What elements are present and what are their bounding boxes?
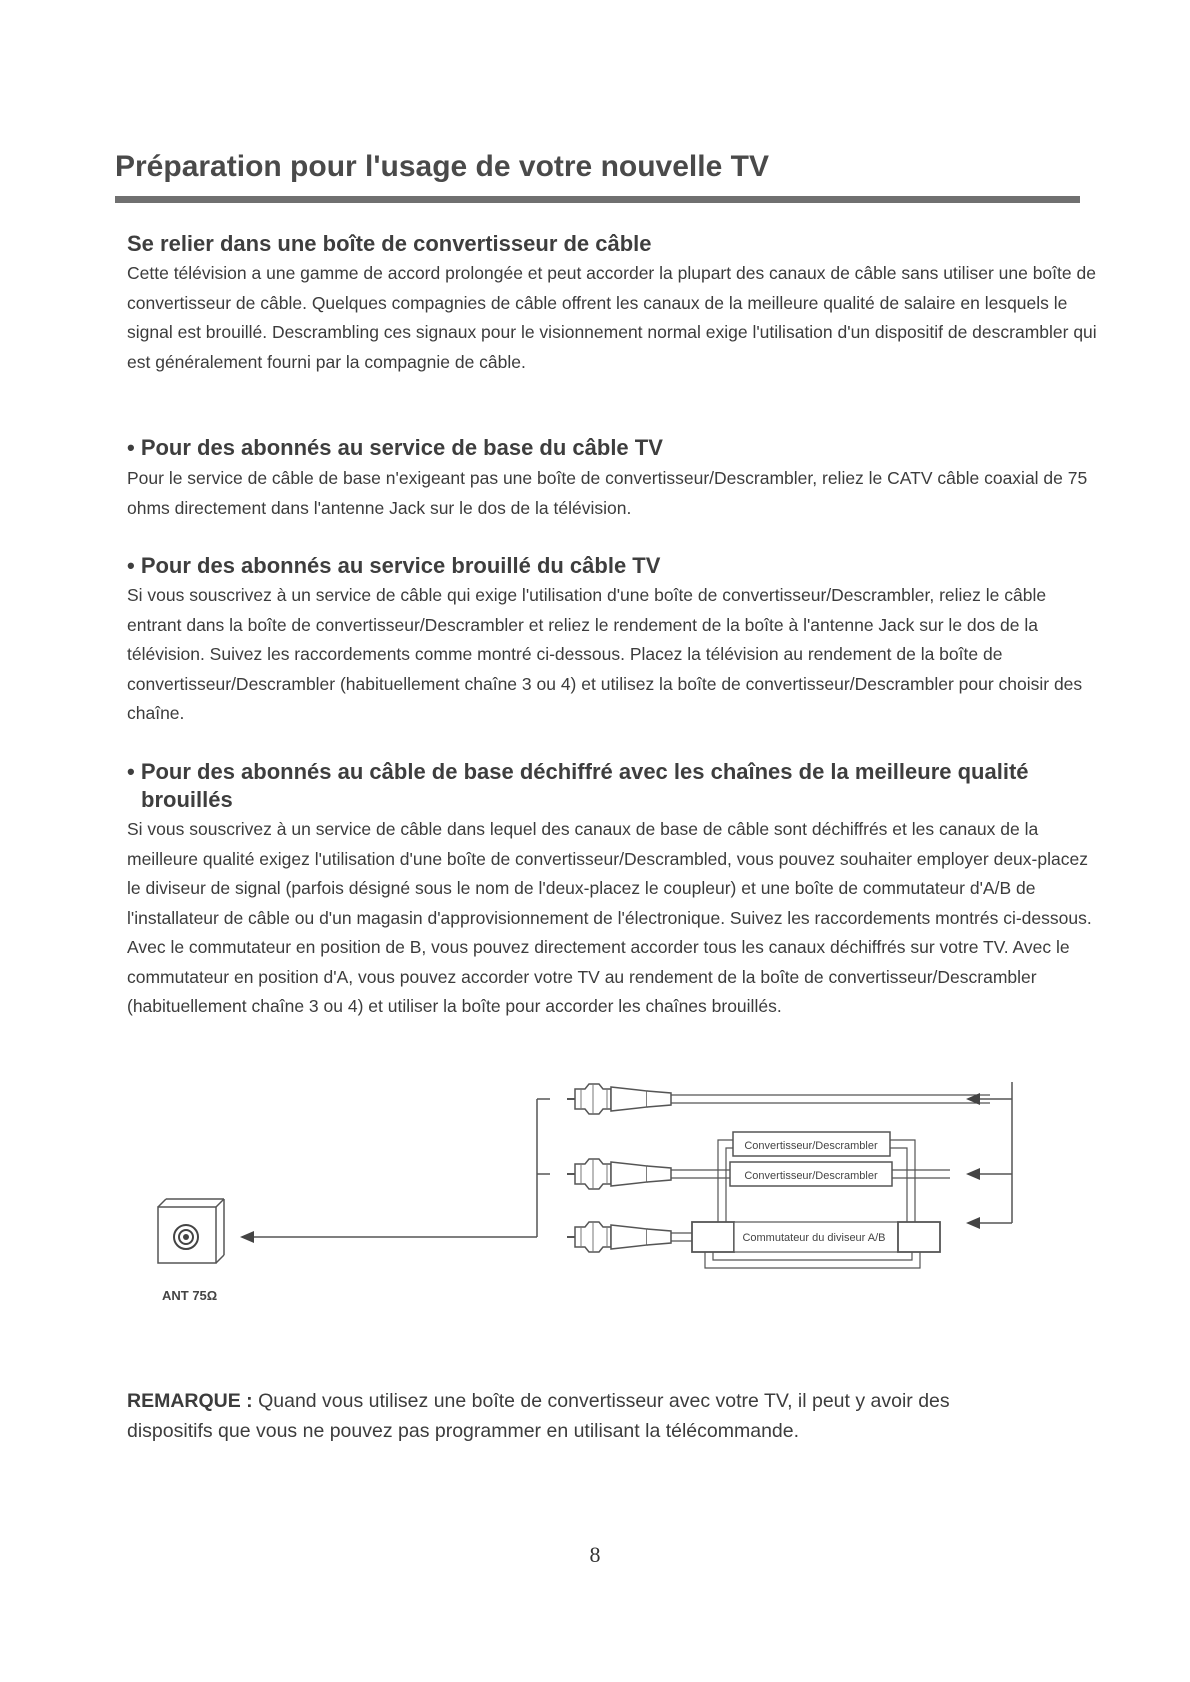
note-text: Quand vous utilisez une boîte de convertisseur avec votre TV, il peut y avoir des dispositifs que vous ne pouvez pas programmer en utilisant la télécommande. bbox=[127, 1390, 950, 1442]
descrambler-box-2-label: Convertisseur/Descrambler bbox=[744, 1140, 878, 1152]
section-text-basic-cable: Pour le service de câble de base n'exigeant pas une boîte de convertisseur/Descrambler, reliez le CATV câble coaxial de 75 ohms directement dans l'antenne Jack sur le dos de la télévision. bbox=[127, 468, 1088, 518]
coax-plug-icon bbox=[567, 1159, 671, 1189]
ab-switch-label: Commutateur du diviseur A/B bbox=[742, 1232, 886, 1244]
title-rule bbox=[115, 196, 1080, 203]
incoming-cable-arrows bbox=[966, 1082, 1012, 1229]
section-text-converter: Cette télévision a une gamme de accord prolongée et peut accorder la plupart des canaux de câble sans utiliser une boîte de convertisseur de câble. Quelques compagnies de câble offrent les canaux de la meilleure qualité de salaire en lesquels le signal est brouillé. Descrambling ces signaux pour le visionnement normal exige l'utilisation d'un dispositif de descrambler qui est généralement fourni par la compagnie de câble. bbox=[127, 263, 1097, 372]
note-label: REMARQUE : bbox=[127, 1390, 253, 1412]
section-heading-descrambled-premium: • Pour des abonnés au câble de base déchiffré avec les chaînes de la meilleure qualité brouillés bbox=[127, 759, 1029, 812]
switch-port-a bbox=[692, 1222, 734, 1252]
section-text-descrambled-premium: Si vous souscrivez à un service de câble dans lequel des canaux de base de câble sont déchiffrés et les canaux de la meilleure qualité exigez l'utilisation d'une boîte de convertisseur/Descrambled, vous pouvez souhaiter employer deux-placez le diviseur de signal (parfois désigné sous le nom de l'deux-placez le coupleur) et une boîte de commutateur d'A/B de l'installateur de câble ou d'un magasin d'approvisionnement de l'électronique. Suivez les raccordements montrés ci-dessous. Avec le commutateur en position de B, vous pouvez directement accorder tous les canaux déchiffrés sur votre TV. Avec le commutateur en position d'A, vous pouvez accorder votre TV au rendement de la boîte de convertisseur/Descrambler (habituellement chaîne 3 ou 4) et utiliser la boîte pour accorder les chaînes brouillés. bbox=[127, 819, 1092, 1016]
section-text-scrambled-cable: Si vous souscrivez à un service de câble qui exige l'utilisation d'une boîte de convertisseur/Descrambler, reliez le câble entrant dans la boîte de convertisseur/Descrambler et reliez le rendement de la boîte à l'antenne Jack sur le dos de la télévision. Suivez les raccordements comme montré ci-dessous. Placez la télévision au rendement de la boîte de convertisseur/Descrambler (habituellement chaîne 3 ou 4) et utilisez la boîte de convertisseur/Descrambler pour choisir des chaîne. bbox=[127, 585, 1083, 723]
page-title: Préparation pour l'usage de votre nouvelle TV bbox=[115, 150, 769, 183]
section-heading-basic-cable: • Pour des abonnés au service de base du câble TV bbox=[127, 435, 663, 460]
splitter-bracket bbox=[537, 1099, 550, 1237]
switch-port-b bbox=[898, 1222, 940, 1252]
arrow-to-ant-icon bbox=[240, 1231, 537, 1243]
coax-plug-icon bbox=[567, 1084, 671, 1114]
ant-jack-icon bbox=[158, 1199, 224, 1263]
ant-label: ANT 75Ω bbox=[162, 1288, 218, 1303]
section-heading-scrambled-cable: • Pour des abonnés au service brouillé du câble TV bbox=[127, 553, 661, 578]
page-number: 8 bbox=[589, 1542, 601, 1567]
note bbox=[127, 1386, 1027, 1446]
coax-plug-icon bbox=[567, 1222, 671, 1252]
section-heading-converter: Se relier dans une boîte de convertisseur de câble bbox=[127, 231, 652, 256]
connection-diagram bbox=[140, 1080, 1060, 1350]
descrambler-box-1-label: Convertisseur/Descrambler bbox=[744, 1170, 878, 1182]
